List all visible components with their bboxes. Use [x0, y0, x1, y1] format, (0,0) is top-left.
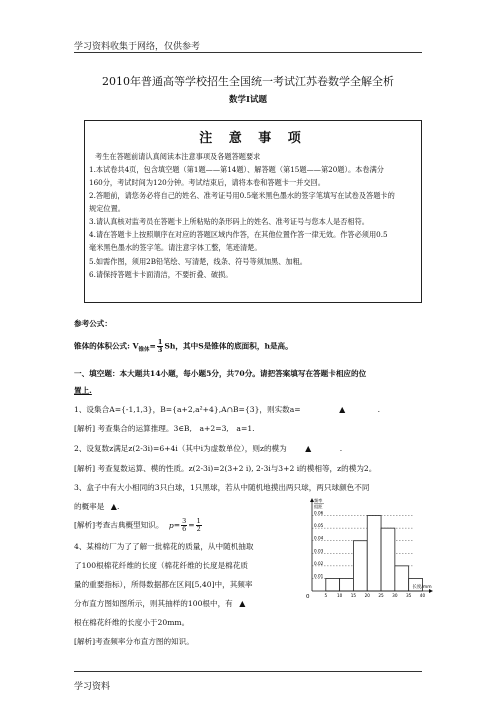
frequency-histogram [296, 497, 446, 609]
x-tick-label: 25 [378, 593, 384, 598]
notice-line: 规定位置。 [89, 204, 125, 213]
fraction-numerator: 1 [157, 338, 163, 346]
histogram-bar [353, 541, 367, 591]
question-1-analysis: [解析] 考查集合的运算推理。3∈B, a+2=3, a=1. [74, 424, 255, 433]
formula-line [74, 339, 293, 354]
page-header: 学习资料收集于网络，仅供参考 [74, 42, 201, 52]
notice-line: 3.请认真核对监考员在答题卡上所粘贴的条形码上的姓名、准考证号与您本人是否相符。 [89, 217, 369, 226]
question-4-line: 量的重要指标），所得数据都在区间[5,40]中，其频率 [74, 580, 253, 589]
formula-equals: = [149, 341, 156, 351]
answer-marker: ▲ [305, 443, 312, 453]
y-axis-label: 频率 [314, 498, 323, 503]
question-2 [74, 443, 342, 454]
analysis-text: [解析]考查古典概型知识。 [74, 520, 164, 530]
y-tick-label: 0.04 [314, 535, 324, 541]
formula-suffix: Sh，其中S是锥体的底面积，h是高。 [164, 341, 293, 351]
header-rule [74, 52, 422, 53]
prob-symbol: p [168, 520, 174, 530]
question-4-line5: 根在棉花纤维的长度小于20mm。 [74, 618, 190, 627]
histogram-bar [395, 566, 409, 591]
footer-rule [74, 671, 422, 672]
fraction-numerator: 3 [182, 517, 187, 525]
equals: = [173, 520, 181, 530]
formula-prefix: 锥体的体积公式: V [74, 341, 139, 351]
formula-subscript: 锥体 [138, 347, 150, 354]
y-tick-label: 0.03 [314, 548, 324, 554]
fraction-denominator: 2 [196, 525, 201, 533]
question-4-line: 了100根棉花纤维的长度（棉花纤维的长度是棉花质 [74, 561, 248, 570]
histogram-bar [381, 528, 395, 591]
question-1 [74, 404, 380, 415]
notice-line: 6.请保持答题卡卡面清洁，不要折叠、破损。 [89, 270, 233, 279]
question-4-text: 分布直方图如图所示，则其抽样的100根中，有 [74, 599, 233, 608]
notice-line: 160分，考试时间为120分钟。考试结束后，请将本卷和答题卡一并交回。 [89, 178, 325, 187]
notice-line: 5.如需作图，须用2B铅笔绘、写清楚，线条、符号等须加黑、加粗。 [89, 257, 307, 266]
x-tick-label: 30 [392, 593, 398, 598]
fraction-1-2 [196, 518, 202, 533]
notice-line: 考生在答题前请认真阅读本注意事项及各题答题要求 [95, 152, 261, 161]
formula-heading: 参考公式： [74, 319, 112, 328]
question-2-analysis: [解析] 考查复数运算、模的性质。z(2-3i)=2(3+2 i), 2-3i与3+2 i的模相等，z的模为2。 [74, 464, 377, 473]
question-3-end: . [116, 502, 120, 511]
answer-marker: ▲ [339, 404, 346, 414]
y-tick-label: 0.06 [314, 510, 324, 516]
histogram-bar [340, 578, 354, 591]
question-2-end: . [339, 444, 343, 453]
question-1-end: . [377, 405, 381, 414]
question-3-text: 的概率是 [74, 502, 105, 511]
notice-line: 毫米黑色墨水的签字笔。请注意字体工整，笔迹清楚。 [89, 243, 262, 252]
question-4-line [74, 598, 245, 609]
origin-label: 0 [306, 594, 310, 600]
question-3-line1: 3、盒子中有大小相同的3只白球，1只黑球，若从中随机地摸出两只球，两只球颜色不同 [74, 483, 370, 492]
question-2-text: 2、设复数z满足z(2-3i)=6+4i（其中i为虚数单位），则z的模为 [74, 444, 287, 453]
question-3-analysis [74, 518, 203, 533]
section-heading-line2: 置上. [74, 386, 92, 395]
x-axis-label: 长度/mm [412, 585, 432, 590]
x-tick-label: 15 [350, 593, 357, 598]
answer-marker: ▲ [239, 598, 246, 608]
y-tick-label: 0.05 [314, 523, 324, 529]
notice-line: 2.答题前，请您务必将自己的姓名、准考证号用0.5毫米黑色墨水的签字笔填写在试卷及答题卡的 [89, 191, 395, 200]
fraction-denominator: 6 [182, 525, 187, 533]
page-footer: 学习资料 [74, 682, 111, 692]
histogram-bar [367, 516, 381, 591]
notice-line: 1.本试卷共4页，包含填空题（第1题——第14题）、解答题（第15题——第20题）。本卷满分 [89, 165, 384, 174]
x-tick-label: 35 [405, 593, 412, 598]
answer-marker: ▲ [110, 501, 117, 511]
notice-box [84, 120, 422, 303]
y-tick-label: 0.02 [314, 560, 324, 566]
y-axis-label: 组距 [314, 504, 323, 509]
x-tick-label: 20 [364, 593, 370, 598]
notice-title: 注 意 事 项 [199, 131, 307, 146]
section-heading-line1: 一、填空题：本大题共14小题，每小题5分，共70分。请把答案填写在答题卡相应的位 [74, 369, 367, 378]
x-tick-label: 40 [419, 593, 426, 598]
formula-fraction [157, 339, 164, 354]
y-tick-label: 0.01 [314, 573, 324, 579]
question-4-line: 4、某棉纺厂为了了解一批棉花的质量，从中随机抽取 [74, 542, 254, 551]
question-4-analysis: [解析]考查频率分布直方图的知识。 [74, 637, 194, 646]
document-title: 2010年普通高等学校招生全国统一考试江苏卷数学全解全析 [102, 75, 394, 88]
notice-line: 4.请在答题卡上按照顺序在对应的答题区域内作答，在其他位置作答一律无效。作答必须用0.5 [89, 230, 388, 239]
histogram-bar [326, 578, 340, 591]
question-3-line2 [74, 501, 119, 512]
equals: = [188, 520, 195, 530]
fraction-numerator: 1 [196, 517, 201, 525]
x-tick-label: 5 [324, 593, 328, 598]
fraction-denominator: 3 [157, 346, 163, 354]
document-subtitle: 数学Ⅰ试题 [229, 95, 267, 105]
fraction-3-6 [181, 518, 187, 533]
question-1-text: 1、设集合A={-1,1,3}，B={a+2,a²+4},A∩B={3}，则实数a= [74, 405, 301, 414]
x-tick-label: 10 [336, 593, 343, 598]
